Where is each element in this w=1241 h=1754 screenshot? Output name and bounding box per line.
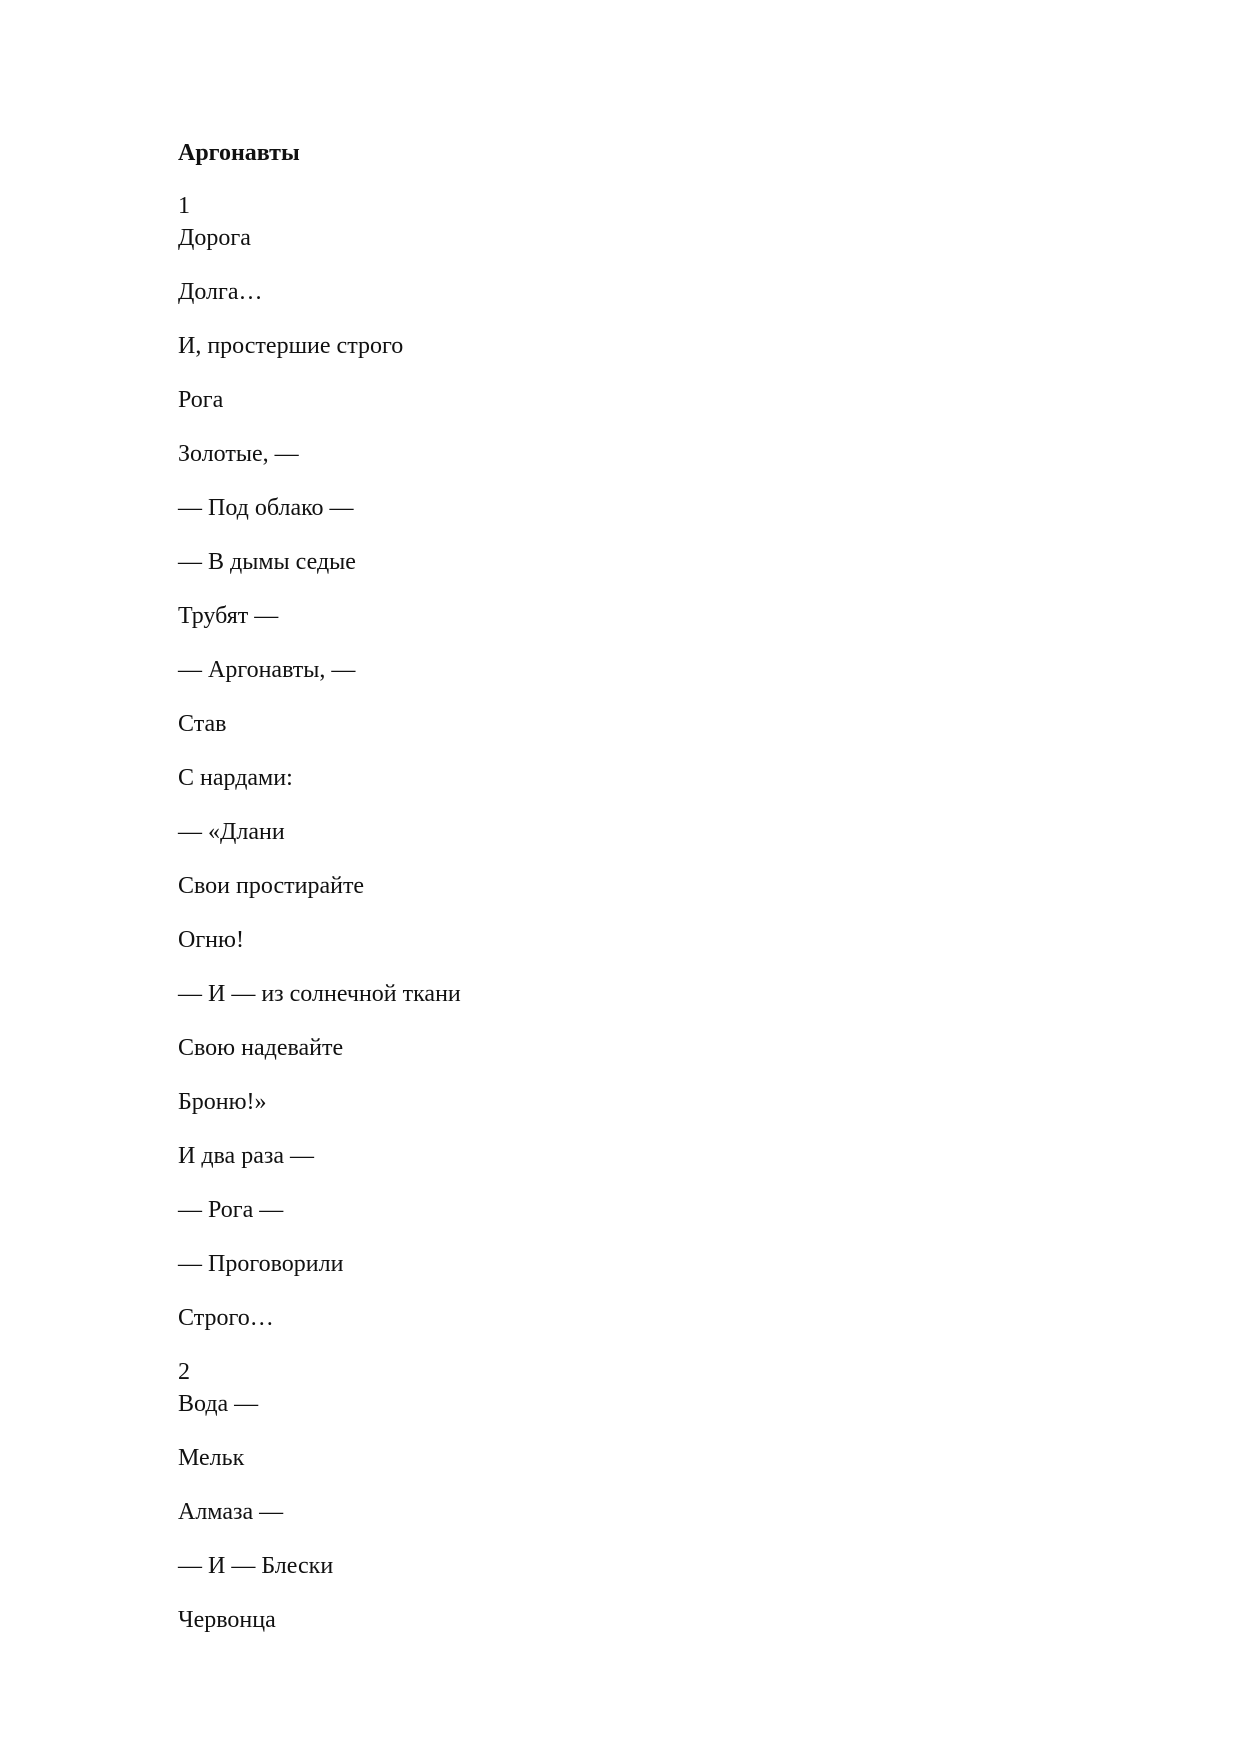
poem-title: Аргонавты (178, 140, 300, 166)
poem-line: Став (178, 711, 227, 737)
poem-line: — Под облако — (178, 495, 354, 521)
poem-line: — Рога — (178, 1197, 284, 1223)
poem-line: И, простершие строго (178, 333, 404, 359)
poem-line: С нардами: (178, 765, 293, 791)
poem-line: Рога (178, 387, 224, 413)
poem-body (178, 137, 1078, 1658)
poem-line: — Проговорили (178, 1251, 344, 1277)
poem-section-2 (178, 1356, 1078, 1636)
poem-line: Золотые, — (178, 441, 299, 467)
poem-line: Долга… (178, 279, 263, 305)
poem-line: И два раза — (178, 1143, 314, 1169)
poem-line: Трубят — (178, 603, 279, 629)
poem-line: Свои простирайте (178, 873, 365, 899)
poem-line: Червонца (178, 1607, 276, 1633)
section-number: 2 (178, 1359, 190, 1385)
poem-line: Броню!» (178, 1089, 267, 1115)
poem-line: Дорога (178, 225, 251, 251)
poem-line: Мельк (178, 1445, 245, 1471)
poem-line: — И — из солнечной ткани (178, 981, 461, 1007)
poem-line: — В дымы седые (178, 549, 356, 575)
poem-line: Алмаза — (178, 1499, 284, 1525)
poem-line: Свою надевайте (178, 1035, 344, 1061)
section-number: 1 (178, 193, 190, 219)
poem-line: — Аргонавты, — (178, 657, 356, 683)
poem-line: Вода — (178, 1391, 259, 1417)
poem-section-1 (178, 190, 1078, 1334)
poem-line: — «Длани (178, 819, 285, 845)
poem-line: Огню! (178, 927, 244, 953)
poem-line: — И — Блески (178, 1553, 334, 1579)
poem-line: Строго… (178, 1305, 274, 1331)
